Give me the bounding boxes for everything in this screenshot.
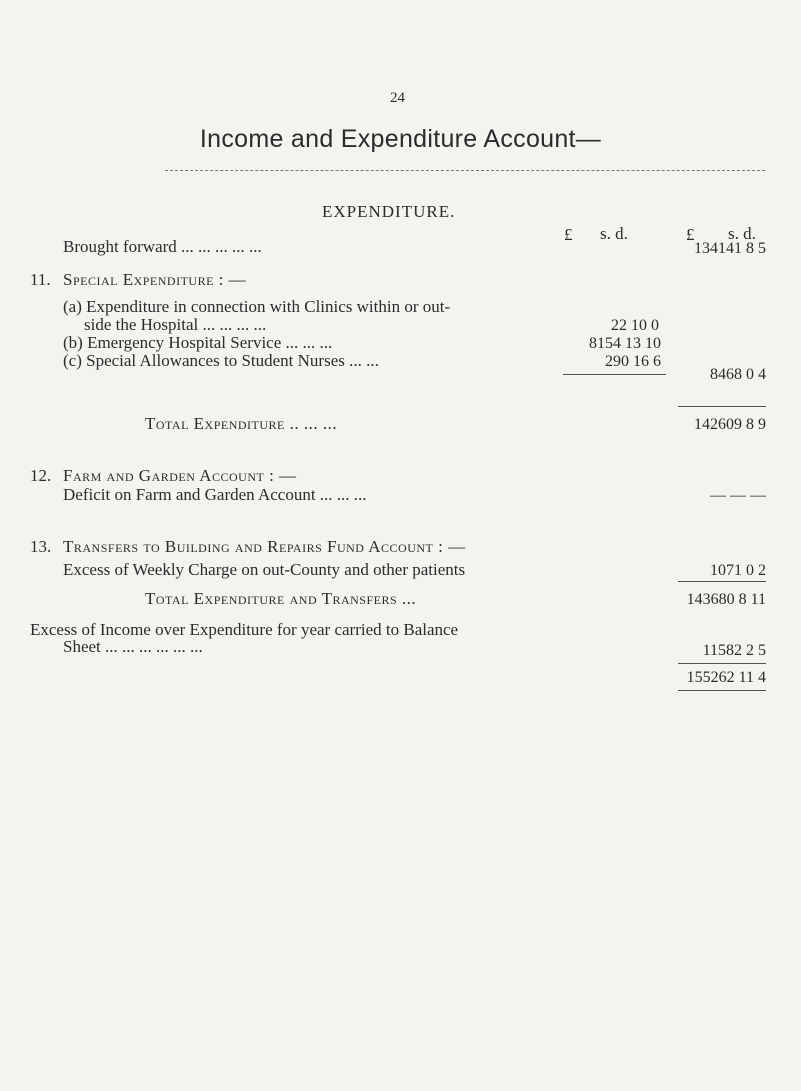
excess-line2: Sheet ... ... ... ... ... ... — [63, 637, 203, 656]
item-11c-label: (c) Special Allowances to Student Nurses ... ... — [63, 351, 379, 370]
item-12-number: 12. — [30, 466, 52, 485]
item-11c-amount: 290 16 6 — [605, 353, 661, 370]
page-number: 24 — [390, 90, 405, 106]
item-12-amount: — — — — [710, 487, 766, 504]
item-13-amount: 1071 0 2 — [710, 562, 766, 579]
item-12-line: Deficit on Farm and Garden Account ... ... ... — [63, 485, 367, 504]
brought-forward-amount: 134141 8 5 — [694, 240, 766, 257]
item-11a-line1: (a) Expenditure in connection with Clinics within or out- — [63, 297, 451, 316]
subtotal-rule — [563, 374, 666, 375]
title-underline — [165, 170, 765, 171]
header-pound-1: £ — [564, 225, 573, 244]
total-expenditure-rule — [678, 406, 766, 407]
header-sd-1: s. d. — [600, 224, 628, 243]
grand-total-rule-bottom — [678, 690, 766, 691]
grand-total-rule-top — [678, 663, 766, 664]
grand-total-amount: 155262 11 4 — [686, 669, 766, 686]
item-11a-line2: side the Hospital ... ... ... ... — [84, 315, 267, 334]
excess-line1: Excess of Income over Expenditure for year carried to Balance — [30, 620, 459, 639]
total-expenditure-amount: 142609 8 9 — [694, 416, 766, 433]
item-11-heading: Special Expenditure : — — [63, 270, 247, 289]
item-12-heading: Farm and Garden Account : — — [63, 466, 297, 485]
item-13-number: 13. — [30, 537, 52, 556]
total-transfers-label: Total Expenditure and Transfers ... — [145, 589, 417, 608]
brought-forward-label: Brought forward ... ... ... ... ... — [63, 237, 262, 256]
item-11-subtotal: 8468 0 4 — [710, 366, 766, 383]
item-11b-label: (b) Emergency Hospital Service ... ... ... — [63, 333, 333, 352]
header-pound-2: £ — [686, 225, 695, 244]
total-transfers-rule — [678, 581, 766, 582]
section-heading: EXPENDITURE. — [322, 202, 456, 221]
item-13-line: Excess of Weekly Charge on out-County and other patients — [63, 560, 466, 579]
excess-amount: 11582 2 5 — [702, 642, 766, 659]
item-11b-amount: 8154 13 10 — [589, 335, 661, 352]
page-title: Income and Expenditure Account— — [199, 125, 602, 153]
header-sd-2: s. d. — [728, 224, 756, 243]
item-11a-amount: 22 10 0 — [611, 317, 659, 334]
total-transfers-amount: 143680 8 11 — [686, 591, 766, 608]
item-11-number: 11. — [30, 270, 51, 289]
item-13-heading: Transfers to Building and Repairs Fund Account : — — [63, 537, 466, 556]
total-expenditure-label: Total Expenditure .. ... ... — [145, 414, 338, 433]
